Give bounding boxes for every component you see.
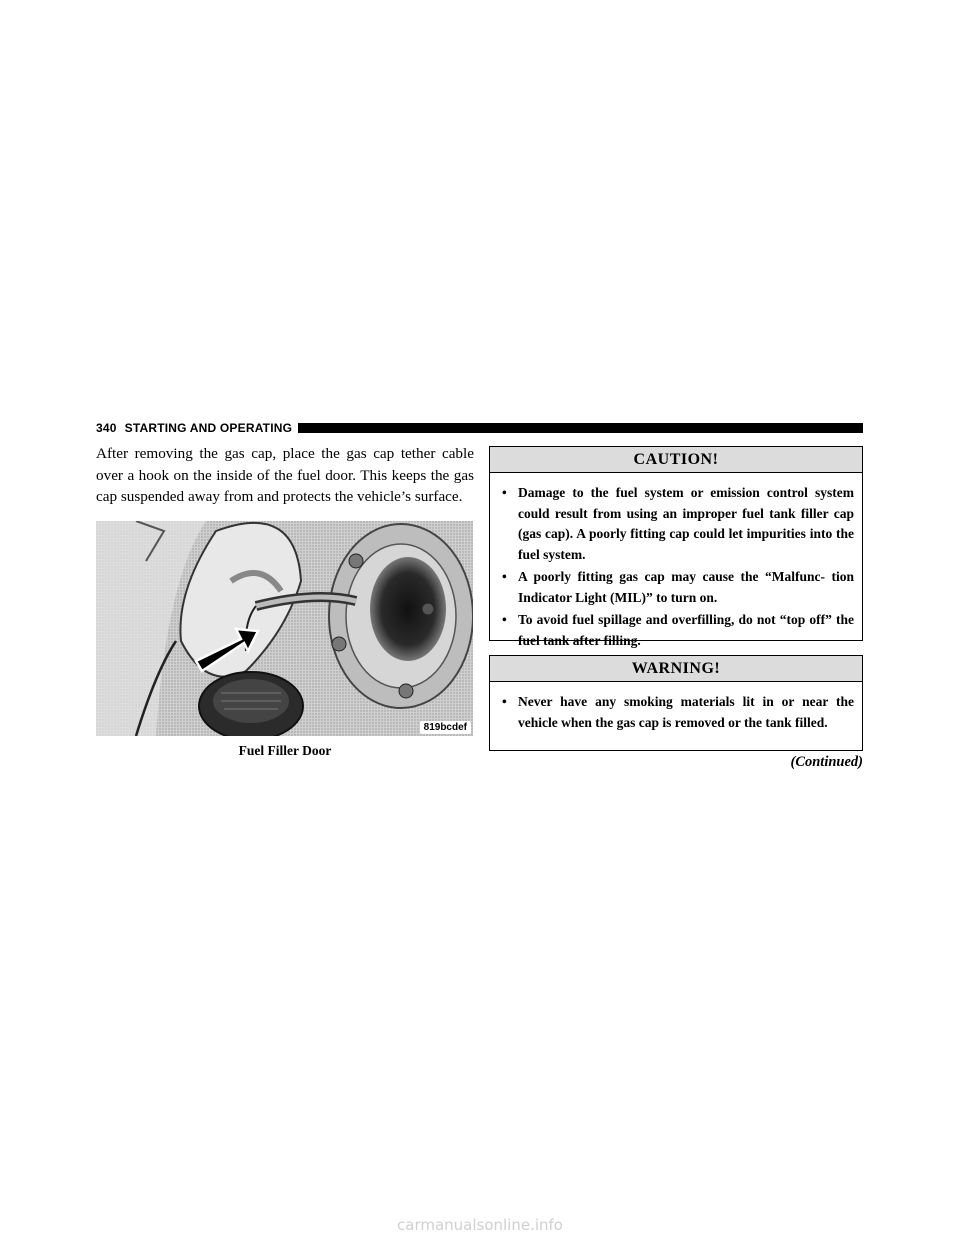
continued-label: (Continued) <box>790 754 863 770</box>
section-title: STARTING AND OPERATING <box>124 421 293 435</box>
figure-code: 819bcdef <box>420 721 471 734</box>
caution-item: • Damage to the fuel system or emission control system could result from using an improper fuel tank filler cap (gas cap). A poorly fitting cap could let impurities into the fuel system. <box>502 485 854 562</box>
warning-list <box>490 682 862 741</box>
bullet: • <box>502 612 507 627</box>
warning-item: • Never have any smoking materials lit in or near the vehicle when the gas cap is removed or the tank filled. <box>502 694 854 730</box>
caution-title: CAUTION! <box>490 447 862 473</box>
caution-item: • A poorly fitting gas cap may cause the “Malfunc- tion Indicator Light (MIL)” to turn on. <box>502 569 854 605</box>
intro-paragraph: After removing the gas cap, place the gas cap tether cable over a hook on the inside of the fuel door. This keeps the gas cap suspended away from and protects the vehicle’s surface. <box>96 445 474 505</box>
warning-title: WARNING! <box>490 656 862 682</box>
page-header <box>96 420 863 436</box>
caution-item: • To avoid fuel spillage and overfilling, do not “top off” the fuel tank after filling. <box>502 612 854 648</box>
bullet: • <box>502 569 507 584</box>
bullet: • <box>502 694 507 709</box>
warning-box <box>489 655 863 751</box>
watermark: carmanualsonline.info <box>397 1216 563 1234</box>
page-number: 340 <box>96 421 117 435</box>
figure-caption: Fuel Filler Door <box>238 743 332 758</box>
fuel-filler-door-photo <box>96 521 473 736</box>
fuel-door-illustration <box>96 521 473 736</box>
bullet: • <box>502 485 507 500</box>
caution-list <box>490 473 862 659</box>
caution-box <box>489 446 863 648</box>
header-rule <box>298 423 863 433</box>
